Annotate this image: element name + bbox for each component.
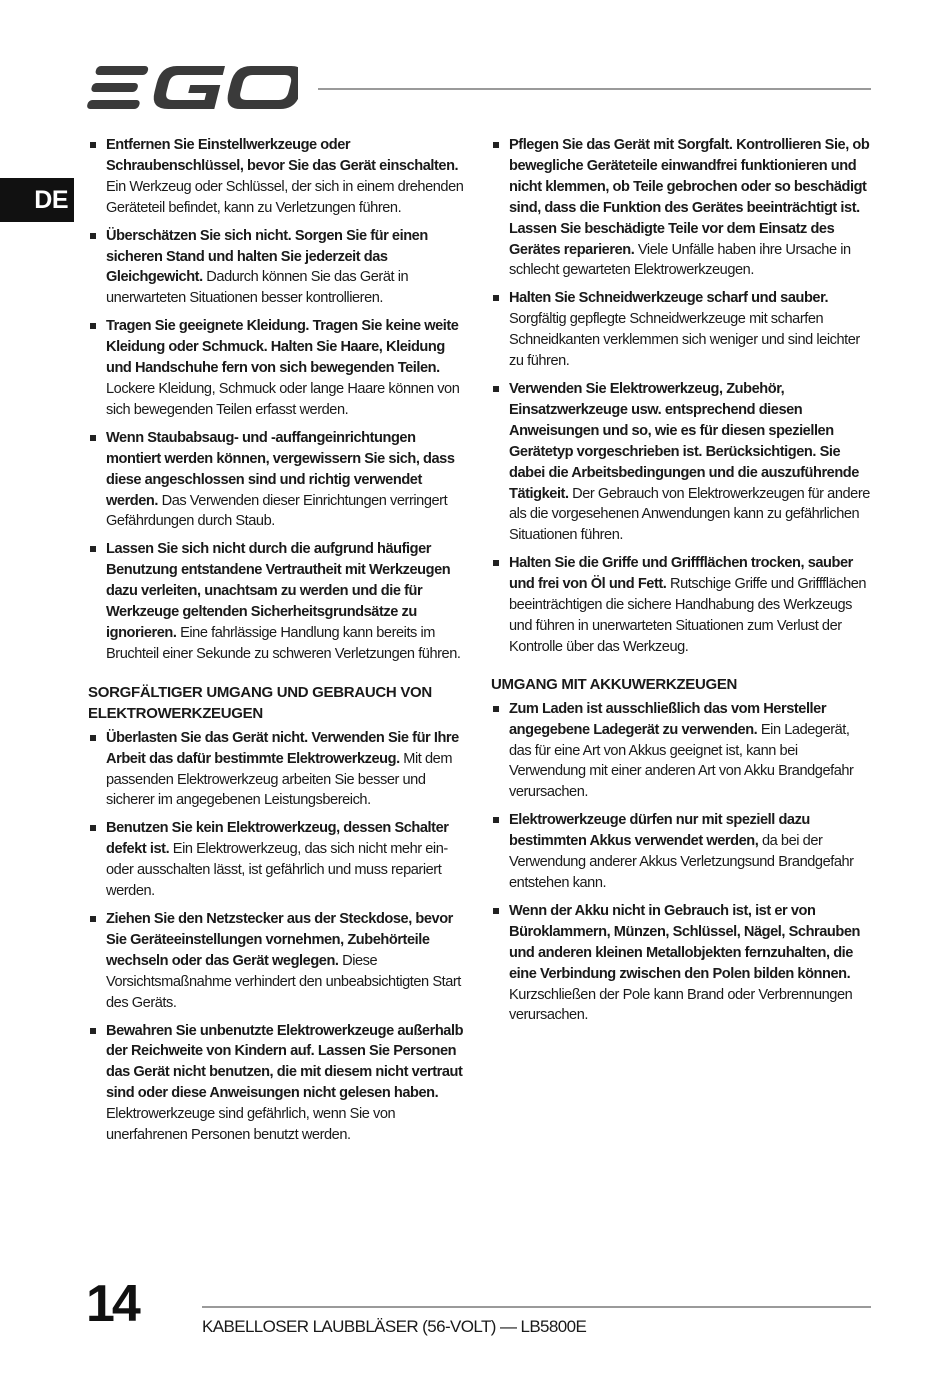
page-number: 14	[86, 1275, 138, 1333]
section-heading-battery-tools: UMGANG MIT AKKUWERKZEUGEN	[491, 675, 738, 693]
list-item: Lassen Sie sich nicht durch die aufgrund häufiger Benutzung entstandene Vertrautheit mit Werkzeugen dazu verleiten, unachtsam zu werden und die für Werkzeuge geltenden Sicherheitsgrundsätze zu ignorieren. Eine fahrlässige Handlung kann bereits im Bruchteil einer Sekunde zu schweren Verletzungen führen.	[88, 539, 470, 664]
list-item: Ziehen Sie den Netzstecker aus der Steckdose, bevor Sie Geräteeinstellungen vornehmen, Zubehörteile wechseln oder das Gerät weglegen. Diese Vorsichtsmaßnahme verhindert den unbeabsichtigten Start des Geräts.	[88, 909, 470, 1014]
ego-logo	[86, 62, 298, 114]
list-item: Entfernen Sie Einstellwerkzeuge oder Schraubenschlüssel, bevor Sie das Gerät einschalten. Ein Werkzeug oder Schlüssel, der sich in einem drehenden Geräteteil befindet, kann zu Verletzungen führen.	[88, 135, 470, 219]
safety-list-battery-tools	[491, 699, 873, 1027]
list-item: Benutzen Sie kein Elektrowerkzeug, dessen Schalter defekt ist. Ein Elektrowerkzeug, das sich nicht mehr ein- oder ausschalten lässt, ist gefährlich und muss repariert werden.	[88, 818, 470, 902]
list-item: Wenn der Akku nicht in Gebrauch ist, ist er von Büroklammern, Münzen, Schlüssel, Nägel, Schrauben und anderen kleinen Metallobjekten fernzuhalten, die eine Verbindung zwischen den Polen bilden können. Kurzschließen der Pole kann Brand oder Verbrennungen verursachen.	[491, 901, 873, 1026]
list-item: Elektrowerkzeuge dürfen nur mit speziell dazu bestimmten Akkus verwendet werden, da bei der Verwendung anderer Akkus Verletzungsund Brandgefahr entstehen kann.	[491, 810, 873, 894]
left-column	[88, 135, 470, 1153]
safety-list-power-tool-use	[88, 728, 470, 1146]
list-item: Pflegen Sie das Gerät mit Sorgfalt. Kontrollieren Sie, ob bewegliche Geräteteile einwandfrei funktionieren und nicht klemmen, ob Teile gebrochen oder so beschädigt sind, dass die Funktion des Gerätes beeinträchtigt ist. Lassen Sie beschädigte Teile vor dem Einsatz des Gerätes reparieren. Viele Unfälle haben ihre Ursache in schlecht gewarteten Elektrowerkzeugen.	[491, 135, 873, 281]
section-heading-power-tool-use: SORGFÄLTIGER UMGANG UND GEBRAUCH VON ELEKTROWERKZEUGEN	[88, 683, 432, 722]
list-item: Wenn Staubabsaug- und -auffangeinrichtungen montiert werden können, vergewissern Sie sich, dass diese angeschlossen sind und richtig verwendet werden. Das Verwenden dieser Einrichtungen verringert Gefährdungen durch Staub.	[88, 428, 470, 533]
list-item: Überschätzen Sie sich nicht. Sorgen Sie für einen sicheren Stand und halten Sie jederzeit das Gleichgewicht. Dadurch können Sie das Gerät in unerwarteten Situationen besser kontrollieren.	[88, 226, 470, 310]
list-item: Zum Laden ist ausschließlich das vom Hersteller angegebene Ladegerät zu verwenden. Ein Ladegerät, das für eine Art von Akkus geeignet ist, kann bei Verwendung mit einer anderen Art von Akku Brandgefahr verursachen.	[491, 699, 873, 804]
list-item: Bewahren Sie unbenutzte Elektrowerkzeuge außerhalb der Reichweite von Kindern auf. Lassen Sie Personen das Gerät nicht benutzen, die mit diesem nicht vertraut sind oder diese Anweisungen nicht gelesen haben. Elektrowerkzeuge sind gefährlich, wenn Sie von unerfahrenen Personen benutzt werden.	[88, 1021, 470, 1146]
header-rule	[318, 88, 871, 90]
right-column	[491, 135, 873, 1033]
list-item: Halten Sie die Griffe und Griffflächen trocken, sauber und frei von Öl und Fett. Rutschige Griffe und Griffflächen beeinträchtigen die sichere Handhabung des Werkzeugs und führen in unerwarteten Situationen zum Verlust der Kontrolle über das Werkzeug.	[491, 553, 873, 658]
list-item: Verwenden Sie Elektrowerkzeug, Zubehör, Einsatzwerkzeuge usw. entsprechend diesen Anweisungen und so, wie es für diesen speziellen Gerätetyp vorgeschrieben ist. Berücksichtigen. Sie dabei die Arbeitsbedingungen und die auszuführende Tätigkeit. Der Gebrauch von Elektrowerkzeugen für andere als die vorgesehenen Anwendungen kann zu gefährlichen Situationen führen.	[491, 379, 873, 546]
list-item: Tragen Sie geeignete Kleidung. Tragen Sie keine weite Kleidung oder Schmuck. Halten Sie Haare, Kleidung und Handschuhe fern von sich bewegenden Teilen. Lockere Kleidung, Schmuck oder lange Haare können von sich bewegenden Teilen erfasst werden.	[88, 316, 470, 421]
footer-title: KABELLOSER LAUBBLÄSER (56-VOLT) — LB5800E	[202, 1317, 587, 1336]
list-item: Halten Sie Schneidwerkzeuge scharf und sauber. Sorgfältig gepflegte Schneidwerkzeuge mit scharfen Schneidkanten verklemmen sich weniger und sind leichter zu führen.	[491, 288, 873, 372]
footer-rule	[202, 1306, 871, 1308]
safety-list-maintenance	[491, 135, 873, 658]
list-item: Überlasten Sie das Gerät nicht. Verwenden Sie für Ihre Arbeit das dafür bestimmte Elektrowerkzeug. Mit dem passenden Elektrowerkzeug arbeiten Sie besser und sicherer im angegebenen Leistungsbereich.	[88, 728, 470, 812]
language-tab: DE	[0, 178, 74, 222]
safety-list-general	[88, 135, 470, 665]
